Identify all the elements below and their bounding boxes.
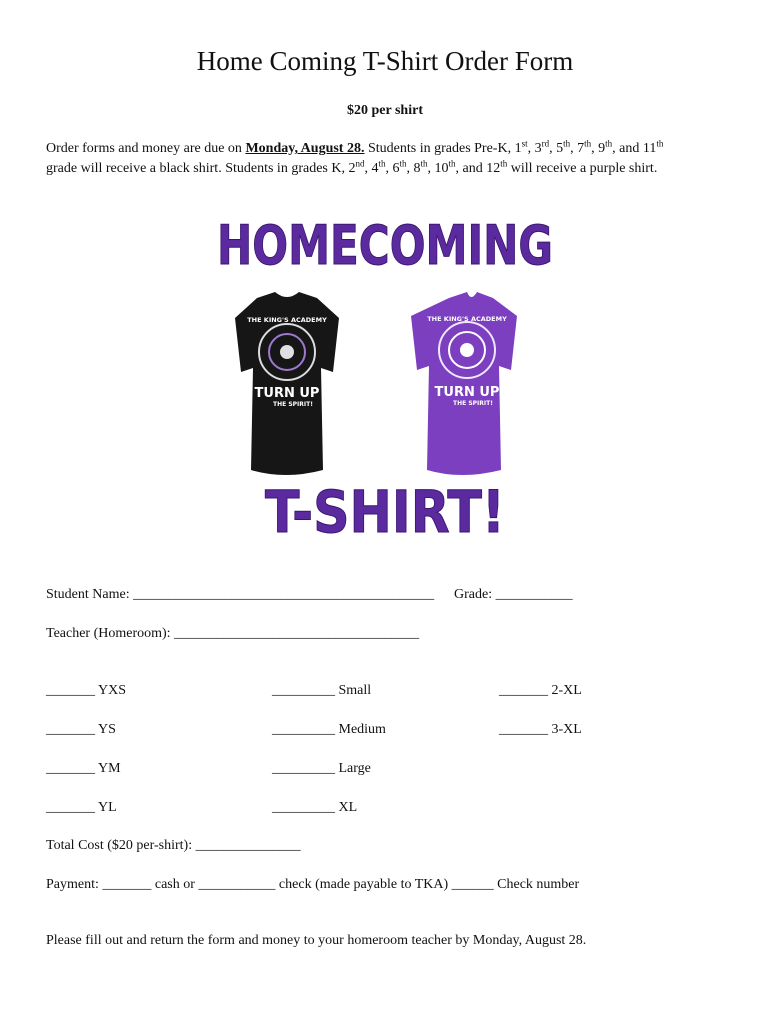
intro-text: Students in grades Pre-K, 1 [364, 141, 522, 156]
size-medium-field[interactable]: _________ Medium [272, 722, 386, 737]
intro-text: , 7 [570, 141, 585, 156]
ordinal-suffix: th [605, 138, 613, 149]
black-shirt-text1: THE KING'S ACADEMY [247, 316, 327, 324]
intro-text: , and 12 [455, 161, 501, 176]
size-2xl-field[interactable]: _______ 2-XL [499, 683, 582, 698]
size-xl-field[interactable]: _________ XL [272, 800, 358, 815]
intro-text: , and 11 [612, 141, 657, 156]
purple-shirt-text1: THE KING'S ACADEMY [427, 315, 507, 323]
ordinal-suffix: th [378, 158, 386, 169]
size-3xl-field[interactable]: _______ 3-XL [499, 722, 582, 737]
size-large-field[interactable]: _________ Large [272, 761, 371, 776]
intro-text: Order forms and money are due on [46, 141, 246, 156]
ordinal-suffix: rd [541, 138, 550, 149]
total-cost-field[interactable]: Total Cost ($20 per-shirt): _______________ [46, 838, 301, 853]
intro-paragraph [46, 139, 736, 179]
black-shirt-text2: TURN UP [254, 386, 320, 401]
intro-text: grade will receive a black shirt. Students in grades K, 2 [46, 161, 356, 176]
ordinal-suffix: st [521, 138, 528, 149]
tshirt-footline: T-SHIRT! [265, 478, 505, 546]
footer-note: Please fill out and return the form and money to your homeroom teacher by Monday, August 28. [46, 933, 587, 948]
black-shirt [235, 292, 339, 475]
intro-text: , 5 [549, 141, 564, 156]
student-name-field[interactable]: Student Name: ___________________________________________ [46, 587, 435, 602]
payment-field[interactable]: Payment: _______ cash or ___________ check (made payable to TKA) ______ Check number [46, 877, 580, 892]
ordinal-suffix: th [500, 158, 508, 169]
size-ys-field[interactable]: _______ YS [46, 722, 116, 737]
intro-line-1 [46, 139, 736, 159]
intro-text: , 9 [591, 141, 606, 156]
ordinal-suffix: th [448, 158, 456, 169]
intro-text: , 8 [406, 161, 421, 176]
homecoming-graphic [205, 200, 565, 550]
intro-text: , 6 [385, 161, 400, 176]
intro-text: , 3 [527, 141, 542, 156]
size-small-field[interactable]: _________ Small [272, 683, 372, 698]
intro-text: , 10 [427, 161, 449, 176]
price-note: $20 per shirt [347, 103, 423, 118]
black-shirt-text3: THE SPIRIT! [273, 401, 313, 408]
page-title: Home Coming T-Shirt Order Form [196, 46, 574, 76]
intro-text: will receive a purple shirt. [507, 161, 658, 176]
due-date: Monday, August 28. [245, 141, 365, 156]
purple-shirt-text3: THE SPIRIT! [453, 400, 493, 407]
ordinal-suffix: nd [355, 158, 365, 169]
purple-shirt [411, 292, 517, 475]
intro-line-2 [46, 159, 736, 179]
ordinal-suffix: th [420, 158, 428, 169]
ordinal-suffix: th [656, 138, 664, 149]
ordinal-suffix: th [399, 158, 407, 169]
purple-shirt-text2: TURN UP [434, 385, 500, 400]
size-ym-field[interactable]: _______ YM [46, 761, 121, 776]
grade-field[interactable]: Grade: ___________ [454, 587, 573, 602]
size-yxs-field[interactable]: _______ YXS [46, 683, 126, 698]
homecoming-headline: HOMECOMING [217, 214, 553, 277]
size-yl-field[interactable]: _______ YL [46, 800, 117, 815]
teacher-field[interactable]: Teacher (Homeroom): ___________________________________ [46, 626, 420, 641]
intro-text: , 4 [364, 161, 379, 176]
ordinal-suffix: th [584, 138, 592, 149]
ordinal-suffix: th [563, 138, 571, 149]
